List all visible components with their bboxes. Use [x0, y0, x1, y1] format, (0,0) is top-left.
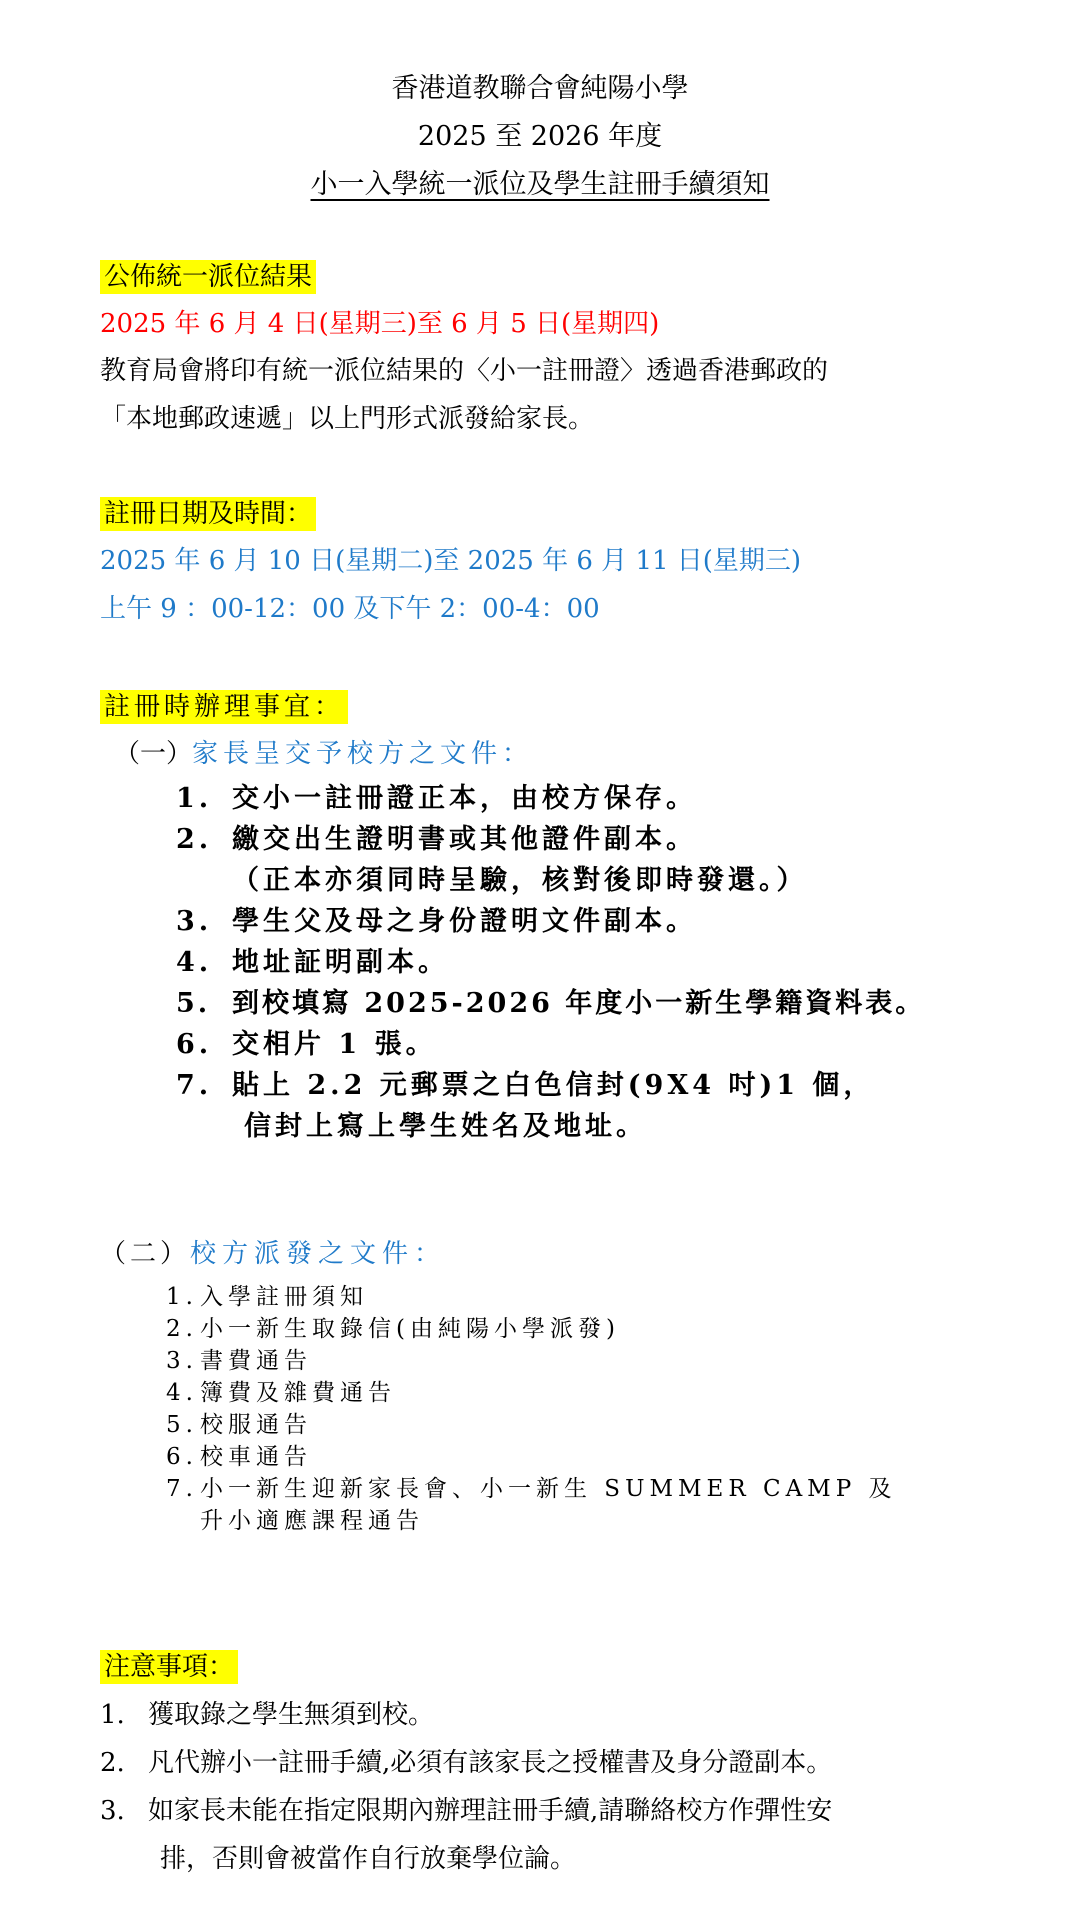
- section1-prefix: （一）: [114, 739, 193, 769]
- registration-date: 2025 年 6 月 10 日(星期二)至 2025 年 6 月 11 日(星期三): [100, 546, 802, 576]
- section1-item: [176, 1022, 437, 1061]
- item-number: 4.: [176, 947, 213, 978]
- item-number: 1.: [100, 1700, 125, 1730]
- item-text: 凡代辦小一註冊手續,必須有該家長之授權書及身分證副本。: [148, 1748, 833, 1778]
- results-body-line1: 教育局會將印有統一派位結果的〈小一註冊證〉透過香港郵政的: [100, 356, 829, 386]
- item-text: 繳交出生證明書或其他證件副本。: [232, 824, 697, 855]
- section1-item: [176, 899, 697, 938]
- section2-item: [166, 1406, 312, 1439]
- results-body-line2: 「本地郵政速遞」以上門形式派發給家長。: [100, 404, 595, 434]
- section1-item: [176, 776, 697, 815]
- results-date: 2025 年 6 月 4 日(星期三)至 6 月 5 日(星期四): [100, 309, 660, 339]
- results-heading-text: 公佈統一派位結果: [100, 260, 316, 294]
- registration-heading: [100, 493, 316, 530]
- section2-item: [166, 1438, 312, 1471]
- item-number: 7.: [176, 1070, 213, 1101]
- item-text: 小一新生迎新家長會、小一新生 SUMMER CAMP 及: [200, 1476, 897, 1502]
- item-text: 地址証明副本。: [232, 947, 449, 978]
- item-text: 簿費及雜費通告: [200, 1380, 396, 1406]
- item-text: （正本亦須同時呈驗，核對後即時發還。）: [232, 865, 808, 896]
- item-text: 如家長未能在指定限期內辦理註冊手續,請聯絡校方作彈性安: [148, 1796, 833, 1826]
- section2-title-text: 校方派發之文件：: [190, 1239, 447, 1269]
- section1-item: [176, 940, 449, 979]
- item-number: 2.: [100, 1748, 125, 1778]
- item-number: 7.: [166, 1476, 198, 1502]
- page-title: [0, 162, 1080, 201]
- section2-item: [166, 1470, 897, 1503]
- notes-heading-text: 注意事項：: [100, 1650, 238, 1684]
- section2-item: [166, 1374, 396, 1407]
- note-item: [100, 1742, 832, 1779]
- item-text: 入學註冊須知: [200, 1284, 368, 1310]
- section1-title: [114, 733, 533, 770]
- item-number: 3.: [166, 1348, 198, 1374]
- section1-item: [176, 981, 925, 1020]
- note-item-continuation: [160, 1838, 576, 1875]
- item-number: 3.: [100, 1796, 125, 1826]
- item-text: 學生父及母之身份證明文件副本。: [232, 906, 697, 937]
- section1-item-continuation: [232, 858, 808, 897]
- school-name: 香港道教聯合會純陽小學: [391, 73, 689, 104]
- section1-title-text: 家長呈交予校方之文件：: [192, 739, 534, 769]
- section2-prefix: （二）: [100, 1239, 191, 1269]
- registration-time: 上午 9 ：00-12：00 及下午 2：00-4：00: [100, 594, 600, 624]
- note-item: [100, 1694, 434, 1731]
- item-text: 信封上寫上學生姓名及地址。: [244, 1111, 647, 1142]
- section1-item: [176, 1063, 874, 1102]
- item-text: 書費通告: [200, 1348, 312, 1374]
- item-text: 排，否則會被當作自行放棄學位論。: [160, 1844, 577, 1874]
- section2-title: [100, 1233, 446, 1270]
- section2-item: [166, 1278, 368, 1311]
- item-number: 6.: [176, 1029, 213, 1060]
- section2-item: [166, 1342, 312, 1375]
- section1-item-continuation: [244, 1104, 647, 1143]
- item-number: 2.: [166, 1316, 198, 1342]
- item-text: 交相片 1 張。: [232, 1029, 437, 1060]
- section2-item: [166, 1310, 620, 1343]
- notes-heading: [100, 1646, 238, 1683]
- item-text: 校車通告: [200, 1444, 312, 1470]
- item-text: 升小適應課程通告: [200, 1508, 424, 1534]
- item-text: 到校填寫 2025-2026 年度小一新生學籍資料表。: [232, 988, 926, 1019]
- registration-heading-text: 註冊日期及時間：: [100, 497, 316, 531]
- item-text: 校服通告: [200, 1412, 312, 1438]
- item-text: 貼上 2.2 元郵票之白色信封(9X4 吋)1 個，: [232, 1070, 875, 1101]
- procedures-heading: [100, 686, 348, 723]
- item-number: 5.: [176, 988, 211, 1019]
- results-heading: [100, 256, 316, 293]
- item-number: 4.: [166, 1380, 198, 1406]
- item-number: 1.: [176, 783, 213, 814]
- item-number: 3.: [176, 906, 213, 937]
- page-title-text: 小一入學統一派位及學生註冊手續須知: [310, 169, 770, 200]
- academic-year: 2025 至 2026 年度: [417, 121, 663, 152]
- item-number: 5.: [166, 1412, 198, 1438]
- item-text: 交小一註冊證正本，由校方保存。: [232, 783, 697, 814]
- section2-item-continuation: [200, 1502, 424, 1535]
- section1-item: [176, 817, 697, 856]
- item-number: 1.: [166, 1284, 198, 1310]
- item-text: 小一新生取錄信(由純陽小學派發): [200, 1316, 620, 1342]
- procedures-heading-text: 註冊時辦理事宜：: [100, 690, 348, 724]
- note-item: [100, 1790, 832, 1827]
- item-number: 6.: [166, 1444, 198, 1470]
- item-text: 獲取錄之學生無須到校。: [148, 1700, 435, 1730]
- item-number: 2.: [176, 824, 213, 855]
